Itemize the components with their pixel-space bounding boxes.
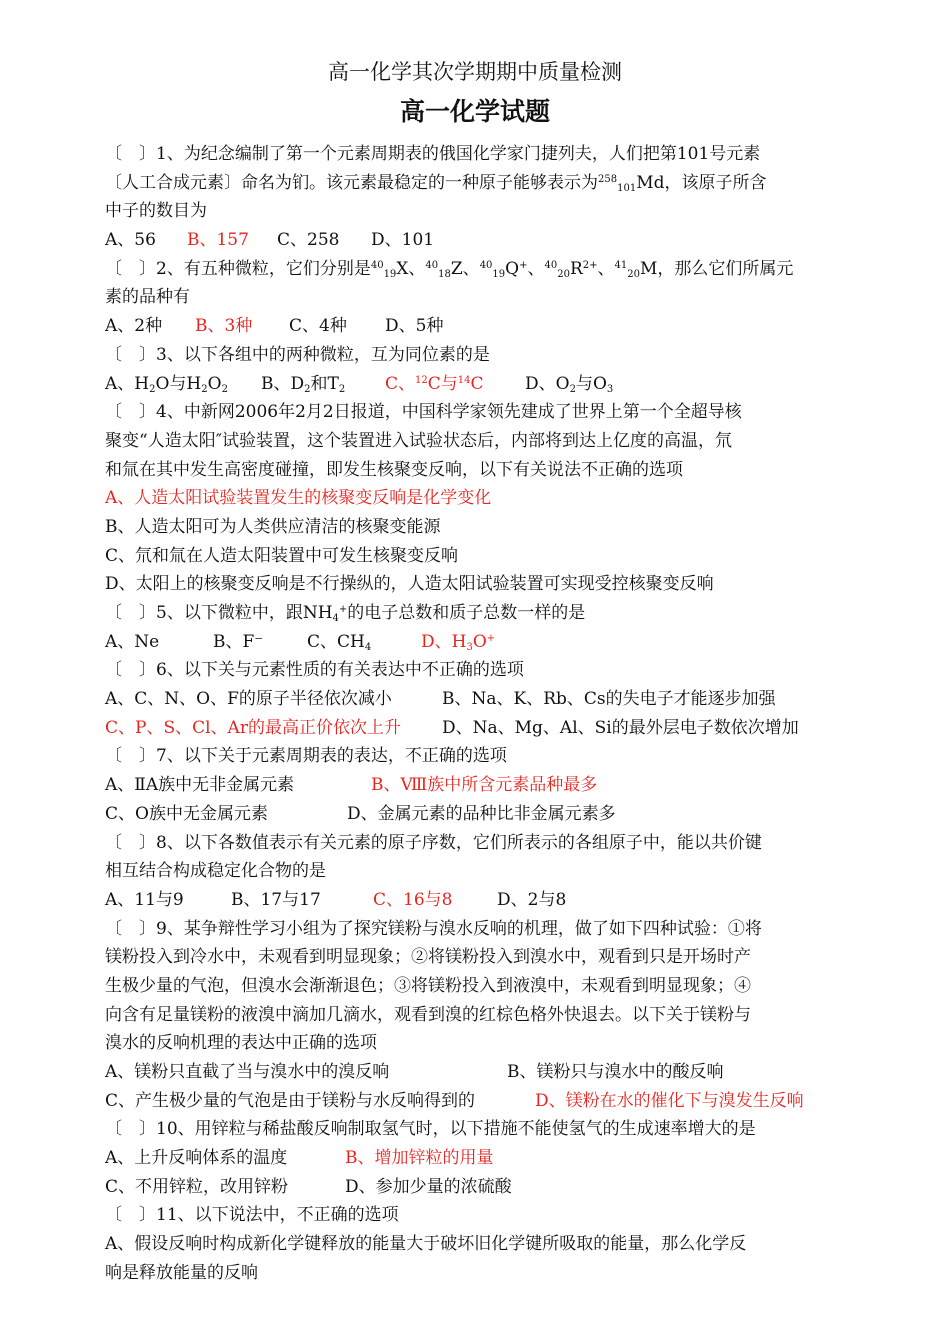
- q8-options: [105, 886, 847, 915]
- q3-option-a: A、$H_2O$与$H_2O_2$: [105, 373, 228, 395]
- q7-line-1: 〔 〕7、以下关于元素周期表的表达，不正确的选项: [105, 746, 507, 767]
- q2-option-a: A、2种: [105, 316, 163, 337]
- q7-options-ab: [105, 771, 847, 800]
- q10-option-d: D、参加少量的浓硫酸: [345, 1176, 512, 1197]
- q2-p3-symbol: Q: [505, 258, 520, 279]
- q2-p2-mass: 40: [425, 259, 439, 271]
- q9-options-ab: [105, 1058, 847, 1087]
- q2-sep: 、: [527, 258, 545, 279]
- q9-option-b: B、镁粉只与溴水中的酸反响: [507, 1062, 724, 1082]
- q1-option-d: D、101: [371, 230, 435, 251]
- q7-option-a: A、ⅡA族中无非金属元素: [105, 775, 295, 796]
- q2-p3-charge: +: [519, 259, 528, 271]
- q10-option-a: A、上升反响体系的温度: [105, 1148, 288, 1169]
- q7-option-c: C、O族中无金属元素: [105, 803, 268, 824]
- q2-p5-z: 20: [627, 268, 640, 280]
- q3-line-1: 〔 〕3、以下各组中的两种微粒，互为同位素的是: [105, 344, 490, 365]
- q8-option-c-answer: C、16与8: [373, 889, 453, 910]
- q5-line-1: 〔 〕5、以下微粒中，跟$NH_4^+$的电子总数和质子总数一样的是: [105, 603, 586, 624]
- q3-option-c-answer: C、$^{12}$C与$^{14}$C: [385, 373, 484, 394]
- q8-option-b: B、17与17: [231, 889, 321, 910]
- q9-line-3: 生极少量的气泡，但溴水会渐渐退色；③将镁粉投入到液溴中，未观看到明显现象；④: [105, 975, 751, 996]
- q2-p1-symbol: X、: [396, 258, 426, 279]
- q10-line-1: 〔 〕10、用锌粒与稀盐酸反响制取氢气时，以下措施不能使氢气的生成速率增大的是: [105, 1119, 756, 1140]
- q1-atomic-number: 101: [617, 182, 637, 194]
- q11-line-1: 〔 〕11、以下说法中，不正确的选项: [105, 1205, 399, 1226]
- q2-option-d: D、5种: [385, 316, 444, 337]
- q5-option-a: A、Ne: [105, 631, 160, 652]
- q1-option-c: C、258: [277, 230, 340, 251]
- q2-option-b-answer: B、3种: [195, 316, 253, 337]
- q5-option-b: B、F⁻: [213, 631, 264, 652]
- q10-option-c: C、不用锌粒，改用锌粉: [105, 1176, 289, 1197]
- q10-option-b-answer: B、增加锌粒的用量: [345, 1148, 494, 1169]
- q10-options-cd: [105, 1173, 847, 1202]
- q4-option-c: C、氘和氚在人造太阳装置中可发生核聚变反响: [105, 545, 459, 566]
- q8-line-2: 相互结合构成稳定化合物的是: [105, 861, 326, 882]
- q7-option-d: D、金属元素的品种比非金属元素多: [347, 803, 616, 824]
- q9-line-5: 溴水的反响机理的表达中正确的选项: [105, 1033, 377, 1054]
- q9-line-1: 〔 〕9、某争辩性学习小组为了探究镁粉与溴水反响的机理，做了如下四种试验：①将: [105, 918, 762, 939]
- q1-line-1: 〔 〕1、为纪念编制了第一个元素周期表的俄国化学家门捷列夫，人们把第101号元素: [105, 144, 761, 164]
- q8-line-1: 〔 〕8、以下各数值表示有关元素的原子序数，它们所表示的各组原子中，能以共价键: [105, 832, 762, 853]
- q2-p5-symbol: M: [639, 258, 658, 279]
- q9-option-d-answer: D、镁粉在水的催化下与溴发生反响: [535, 1090, 804, 1111]
- q4-option-a-answer: A、人造太阳试验装置发生的核聚变反响是化学变化: [105, 488, 492, 509]
- q1-option-b-answer: B、157: [187, 230, 249, 251]
- q8-option-d: D、2与8: [497, 889, 567, 910]
- q2-line-1: [105, 255, 847, 284]
- q4-option-d: D、太阳上的核聚变反响是不行操纵的，人造太阳试验装置可实现受控核聚变反响: [105, 574, 714, 595]
- q2-p4-mass: 40: [544, 259, 558, 271]
- q11-option-a-line-2: 响是释放能量的反响: [105, 1262, 258, 1283]
- q2-p1-mass: 40: [370, 259, 384, 271]
- q2-option-c: C、4种: [289, 316, 347, 337]
- questions: [105, 140, 847, 1288]
- q2-p4-symbol: R: [569, 258, 583, 279]
- q9-option-c: C、产生极少量的气泡是由于镁粉与水反响得到的: [105, 1090, 476, 1111]
- q5-options: [105, 628, 847, 657]
- q4-option-b: B、人造太阳可为人类供应清洁的核聚变能源: [105, 516, 441, 537]
- q6-option-a: A、C、N、O、F的原子半径依次减小: [105, 689, 392, 710]
- q4-line-2: 聚变“人造太阳″试验装置，这个装置进入试验状态后，内部将到达上亿度的高温，氘: [105, 430, 733, 451]
- q2-sep: 、: [597, 258, 615, 279]
- q2-p4-charge: 2+: [582, 259, 598, 271]
- q9-line-2: 镁粉投入到冷水中，未观看到明显现象；②将镁粉投入到溴水中，观看到只是开场时产: [105, 947, 751, 968]
- q2-p2-z: 18: [438, 268, 451, 280]
- q9-options-cd: [105, 1087, 847, 1116]
- q6-option-d: D、Na、Mg、Al、Si的最外层电子数依次增加: [442, 717, 799, 738]
- q11-option-a-line-1: A、假设反响时构成新化学键释放的能量大于破坏旧化学键所吸取的能量，那么化学反: [105, 1234, 747, 1255]
- q6-option-b: B、Na、K、Rb、Cs的失电子才能逐步加强: [442, 689, 776, 710]
- q9-option-a: A、镁粉只直截了当与溴水中的溴反响: [105, 1062, 390, 1082]
- q4-line-3: 和氚在其中发生高密度碰撞，即发生核聚变反响，以下有关说法不正确的选项: [105, 459, 683, 480]
- q2-text: 〔 〕2、有五种微粒，它们分别是: [105, 258, 371, 279]
- q1-line-3: 中子的数目为: [105, 201, 207, 222]
- q2-p3-mass: 40: [479, 259, 493, 271]
- q1-text: 〔人工合成元素〕命名为钔。该元素最稳定的一种原子能够表示为: [105, 172, 598, 193]
- q1-text-tail: ，该原子所含: [664, 172, 767, 193]
- q3-option-d: D、$O_2$与$O_3$: [525, 373, 614, 395]
- q6-options-ab: [105, 685, 847, 714]
- q5-option-d-answer: D、$H_3O^+$: [421, 631, 496, 653]
- q6-line-1: 〔 〕6、以下关与元素性质的有关表达中不正确的选项: [105, 660, 524, 681]
- q10-options-ab: [105, 1144, 847, 1173]
- exam-subtitle: 高一化学试题: [399, 97, 550, 126]
- q6-option-c-answer: C、P、S、Cl、Ar的最高正价依次上升: [105, 717, 401, 738]
- q2-p5-mass: 41: [614, 259, 628, 271]
- q1-symbol: Md: [636, 172, 665, 193]
- q6-options-cd: [105, 714, 847, 743]
- q9-line-4: 向含有足量镁粉的液溴中滴加几滴水，观看到溴的红棕色格外快退去。以下关于镁粉与: [105, 1004, 751, 1025]
- q1-line-2: [105, 169, 847, 198]
- q2-p2-symbol: Z、: [450, 258, 480, 279]
- q7-option-b-answer: B、Ⅷ族中所含元素品种最多: [371, 775, 598, 796]
- q3-option-b: B、$D_2$和$T_2$: [261, 373, 346, 395]
- q2-options: [105, 312, 847, 341]
- q5-option-c: C、$CH_4$: [307, 631, 372, 653]
- q2-p4-z: 20: [557, 268, 570, 280]
- q1-options: [105, 226, 847, 255]
- q1-option-a: A、56: [105, 230, 156, 251]
- q7-options-cd: [105, 800, 847, 829]
- q3-options: [105, 370, 847, 399]
- q4-line-1: 〔 〕4、中新网2006年2月2日报道，中国科学家领先建成了世界上第一个全超导核: [105, 402, 742, 423]
- exam-title: 高一化学其次学期期中质量检测: [328, 60, 622, 84]
- q2-p3-z: 19: [492, 268, 506, 280]
- q2-p1-z: 19: [383, 268, 397, 280]
- q2-line-2: 素的品种有: [105, 287, 190, 308]
- q8-option-a: A、11与9: [105, 889, 184, 910]
- q2-text-tail: ，那么它们所属元: [657, 258, 794, 279]
- q1-mass-number: 258: [598, 173, 618, 185]
